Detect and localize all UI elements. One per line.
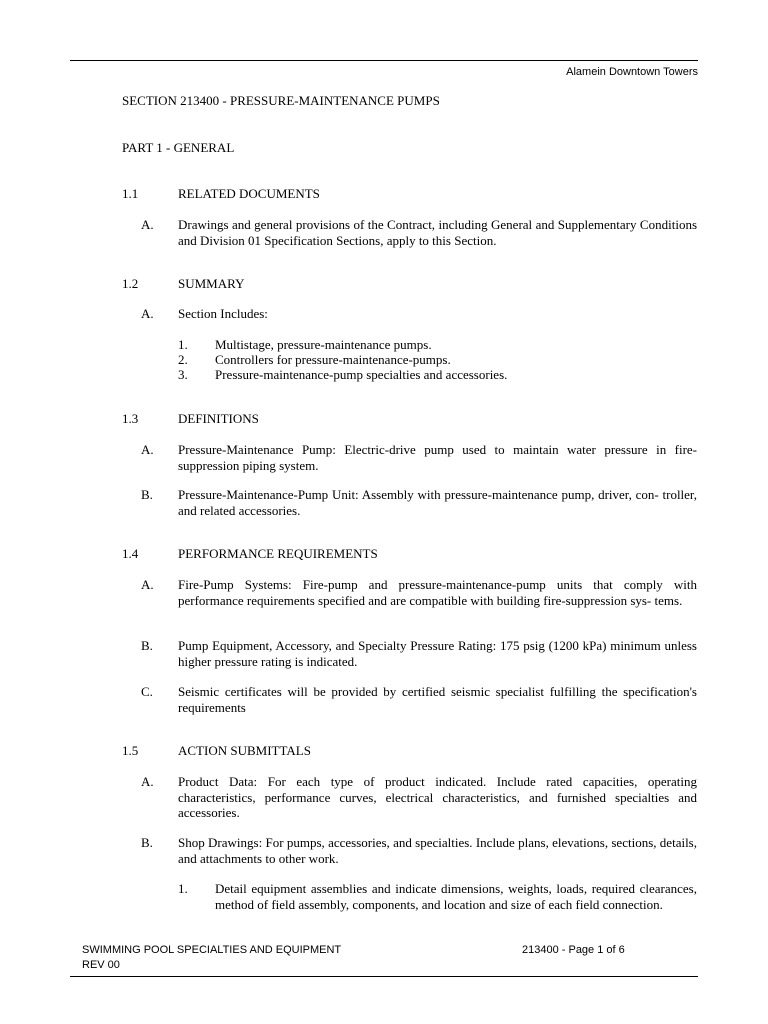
list-item-text: Multistage, pressure-maintenance pumps. <box>215 337 432 352</box>
article-number: 1.2 <box>122 276 139 291</box>
footer-page-number: 213400 - Page 1 of 6 <box>522 944 625 956</box>
article-title: ACTION SUBMITTALS <box>178 743 311 758</box>
list-item-text: Controllers for pressure-maintenance-pumps. <box>215 352 451 367</box>
section-title: SECTION 213400 - PRESSURE-MAINTENANCE PUMPS <box>122 93 440 108</box>
part-heading: PART 1 - GENERAL <box>122 140 235 155</box>
paragraph-text: Fire-Pump Systems: Fire-pump and pressure-maintenance-pump units that comply with performance requirements specified and are compatible with building fire-suppression sys- tems. <box>178 577 697 608</box>
article-title: PERFORMANCE REQUIREMENTS <box>178 546 378 561</box>
header-rule <box>70 60 698 61</box>
list-item-label: 2. <box>178 352 188 367</box>
list-item-label: 1. <box>178 881 188 896</box>
list-item-label: 1. <box>178 337 188 352</box>
paragraph-text: Pump Equipment, Accessory, and Specialty Pressure Rating: 175 psig (1200 kPa) minimum unless higher pressure rating is indicated. <box>178 638 697 669</box>
paragraph-label: C. <box>141 684 153 699</box>
paragraph-label: A. <box>141 577 154 592</box>
article-number: 1.1 <box>122 186 139 201</box>
list-item-text: Pressure-maintenance-pump specialties and accessories. <box>215 367 508 382</box>
article-number: 1.4 <box>122 546 139 561</box>
list-item-label: 3. <box>178 367 188 382</box>
paragraph-text: Section Includes: <box>178 306 268 321</box>
paragraph-text: Pressure-Maintenance Pump: Electric-drive pump used to maintain water pressure in fire-suppression piping system. <box>178 442 697 473</box>
article-title: DEFINITIONS <box>178 411 259 426</box>
paragraph-text: Drawings and general provisions of the Contract, including General and Supplementary Conditions and Division 01 Specification Sections, apply to this Section. <box>178 217 697 248</box>
footer-revision: REV 00 <box>82 959 120 971</box>
footer-rule <box>70 976 698 977</box>
header-project-name: Alamein Downtown Towers <box>566 66 698 78</box>
paragraph-label: B. <box>141 487 153 502</box>
paragraph-text: Shop Drawings: For pumps, accessories, and specialties. Include plans, elevations, sections, details, and attachments to other work. <box>178 835 697 866</box>
article-title: RELATED DOCUMENTS <box>178 186 320 201</box>
paragraph-text: Seismic certificates will be provided by certified seismic specialist fulfilling the specification's requirements <box>178 684 697 715</box>
article-title: SUMMARY <box>178 276 245 291</box>
paragraph-label: A. <box>141 306 154 321</box>
article-number: 1.5 <box>122 743 139 758</box>
footer-document-title: SWIMMING POOL SPECIALTIES AND EQUIPMENT <box>82 944 342 956</box>
paragraph-label: B. <box>141 835 153 850</box>
paragraph-text: Pressure-Maintenance-Pump Unit: Assembly with pressure-maintenance pump, driver, con- troller, and related accessories. <box>178 487 697 518</box>
paragraph-label: A. <box>141 217 154 232</box>
paragraph-label: A. <box>141 442 154 457</box>
paragraph-text: Product Data: For each type of product indicated. Include rated capacities, operating characteristics, performance curves, electrical characteristics, and furnished specialties and accessories. <box>178 774 697 820</box>
list-item-text: Detail equipment assemblies and indicate dimensions, weights, loads, required clearances, method of field assembly, components, and location and size of each field connection. <box>215 881 697 912</box>
article-number: 1.3 <box>122 411 139 426</box>
paragraph-label: B. <box>141 638 153 653</box>
paragraph-label: A. <box>141 774 154 789</box>
